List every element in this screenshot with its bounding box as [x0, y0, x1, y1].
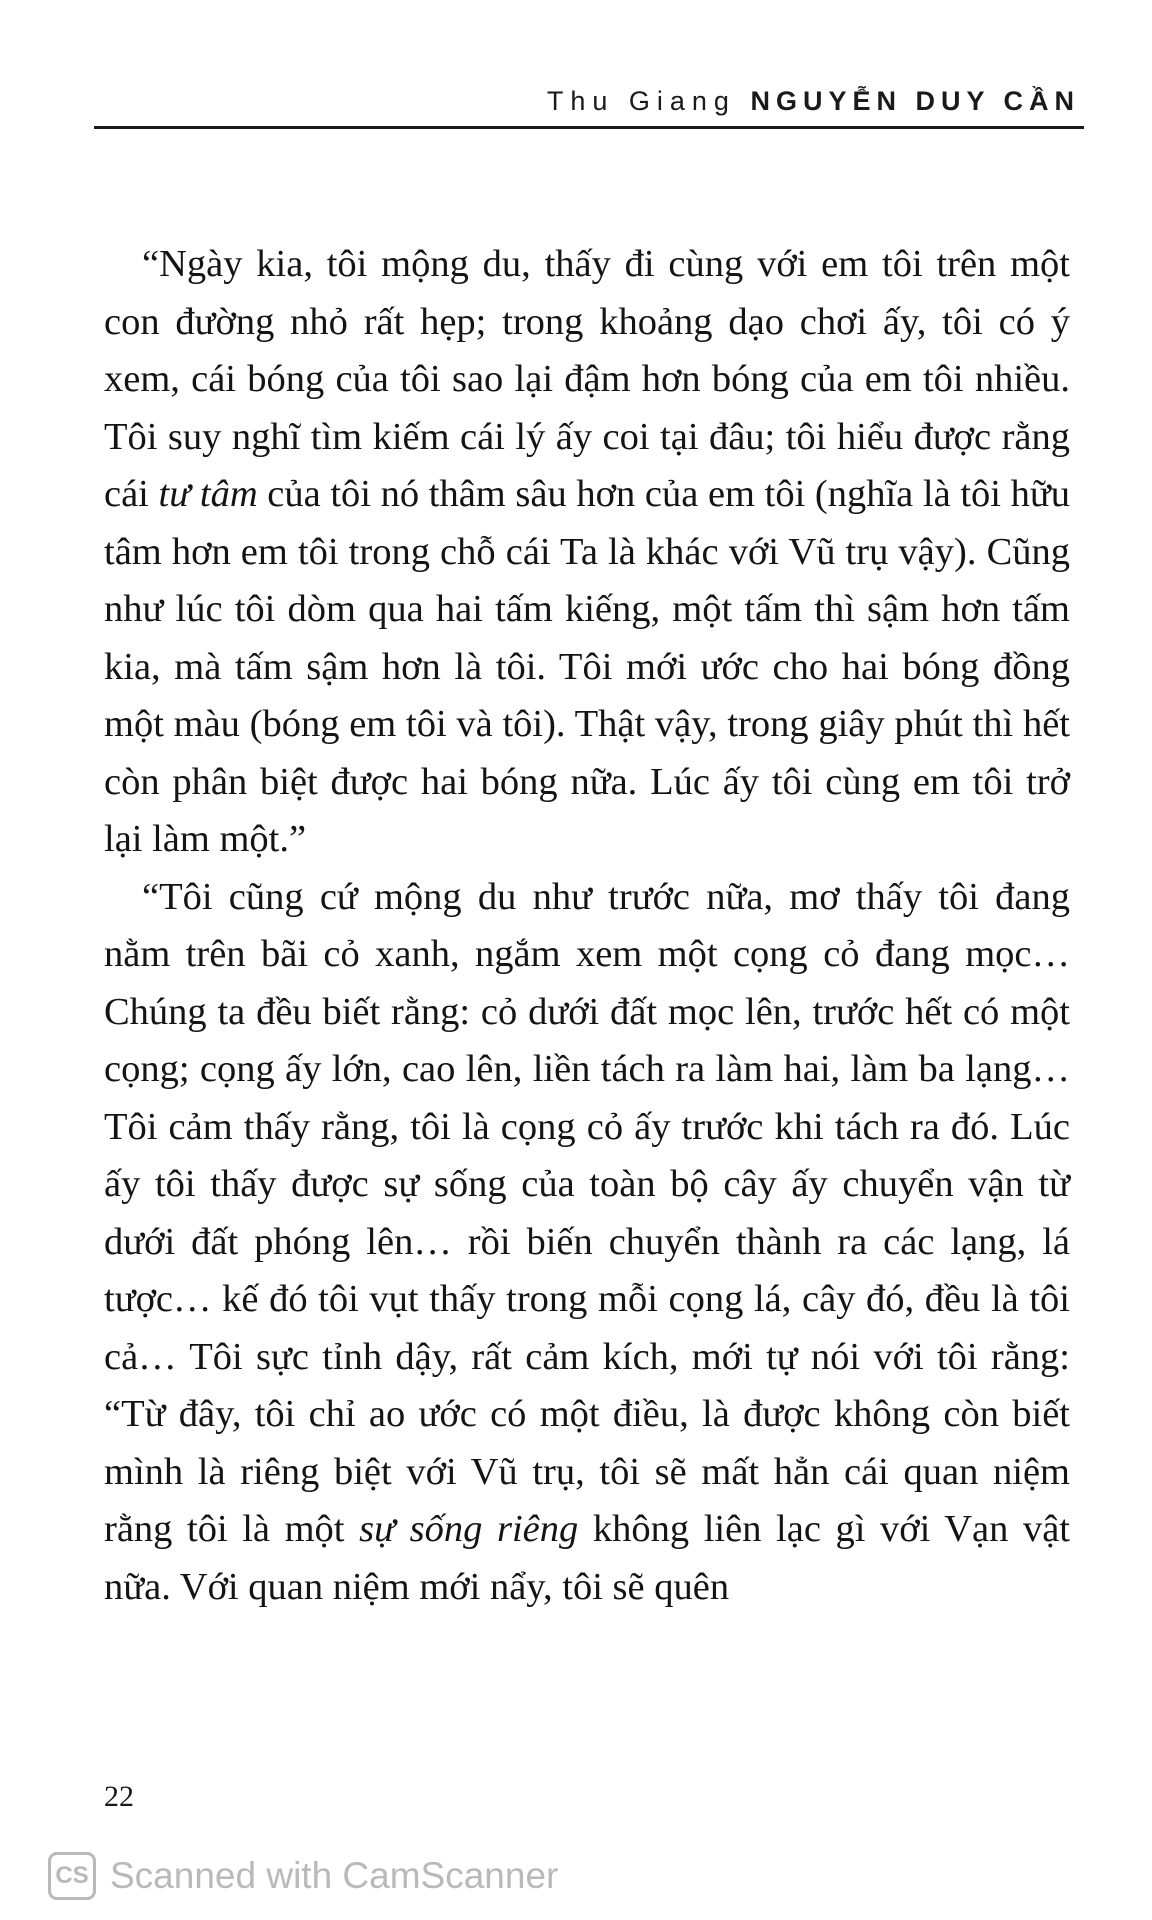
- body-text: [104, 236, 1070, 1616]
- paragraph-2: [104, 869, 1070, 1617]
- watermark-text: Scanned with CamScanner: [110, 1855, 559, 1896]
- paragraph-2-text-a: “Tôi cũng cứ mộng du như trước nữa, mơ thấy tôi đang nằm trên bãi cỏ xanh, ngắm xem một cọng cỏ đang mọc… Chúng ta đều biết rằng: cỏ dưới đất mọc lên, trước hết có một cọng; cọng ấy lớn, cao lên, liền tách ra làm hai, làm ba lạng… Tôi cảm thấy rằng, tôi là cọng cỏ ấy trước khi tách ra đó. Lúc ấy tôi thấy được sự sống của toàn bộ cây ấy chuyển vận từ dưới đất phóng lên… rồi biến chuyển thành ra các lạng, lá tược… kế đó tôi vụt thấy trong mỗi cọng lá, cây đó, đều là tôi cả… Tôi sực tỉnh dậy, rất cảm kích, mới tự nói với tôi rằng: “Từ đây, tôi chỉ ao ước có một điều, là được không còn biết mình là riêng biệt với Vũ trụ, tôi sẽ mất hẳn cái quan niệm rằng tôi là một: [104, 875, 1070, 1550]
- camscanner-logo-icon: CS: [48, 1852, 96, 1900]
- paragraph-1-text-a: “Ngày kia, tôi mộng du, thấy đi cùng với em tôi trên một con đường nhỏ rất hẹp; trong khoảng dạo chơi ấy, tôi có ý xem, cái bóng của tôi sao lại đậm hơn bóng của em tôi nhiều. Tôi suy nghĩ tìm kiếm cái lý ấy coi tại đâu; tôi hiểu được rằng cái: [104, 243, 1070, 515]
- camscanner-watermark: [48, 1852, 558, 1900]
- header-rule: [94, 126, 1084, 129]
- header-author-prefix: Thu Giang: [546, 86, 736, 116]
- header-author-name: NGUYỄN DUY CẦN: [750, 86, 1080, 116]
- paragraph-2-italic-su-song-rieng: sự sống riêng: [359, 1508, 579, 1550]
- paragraph-1-text-b: của tôi nó thâm sâu hơn của em tôi (nghĩa là tôi hữu tâm hơn em tôi trong chỗ cái Ta là khác với Vũ trụ vậy). Cũng như lúc tôi dòm qua hai tấm kiếng, một tấm thì sậm hơn tấm kia, mà tấm sậm hơn là tôi. Tôi mới ước cho hai bóng đồng một màu (bóng em tôi và tôi). Thật vậy, trong giây phút thì hết còn phân biệt được hai bóng nữa. Lúc ấy tôi cùng em tôi trở lại làm một.”: [104, 473, 1071, 860]
- paragraph-1-italic-tu-tam: tư tâm: [158, 473, 258, 515]
- paragraph-2-text-b: không liên lạc gì với Vạn vật nữa. Với quan niệm mới nẩy, tôi sẽ quên: [104, 1508, 1071, 1608]
- page-number: 22: [104, 1780, 134, 1813]
- paragraph-1: [104, 236, 1070, 869]
- running-header: [547, 86, 1080, 117]
